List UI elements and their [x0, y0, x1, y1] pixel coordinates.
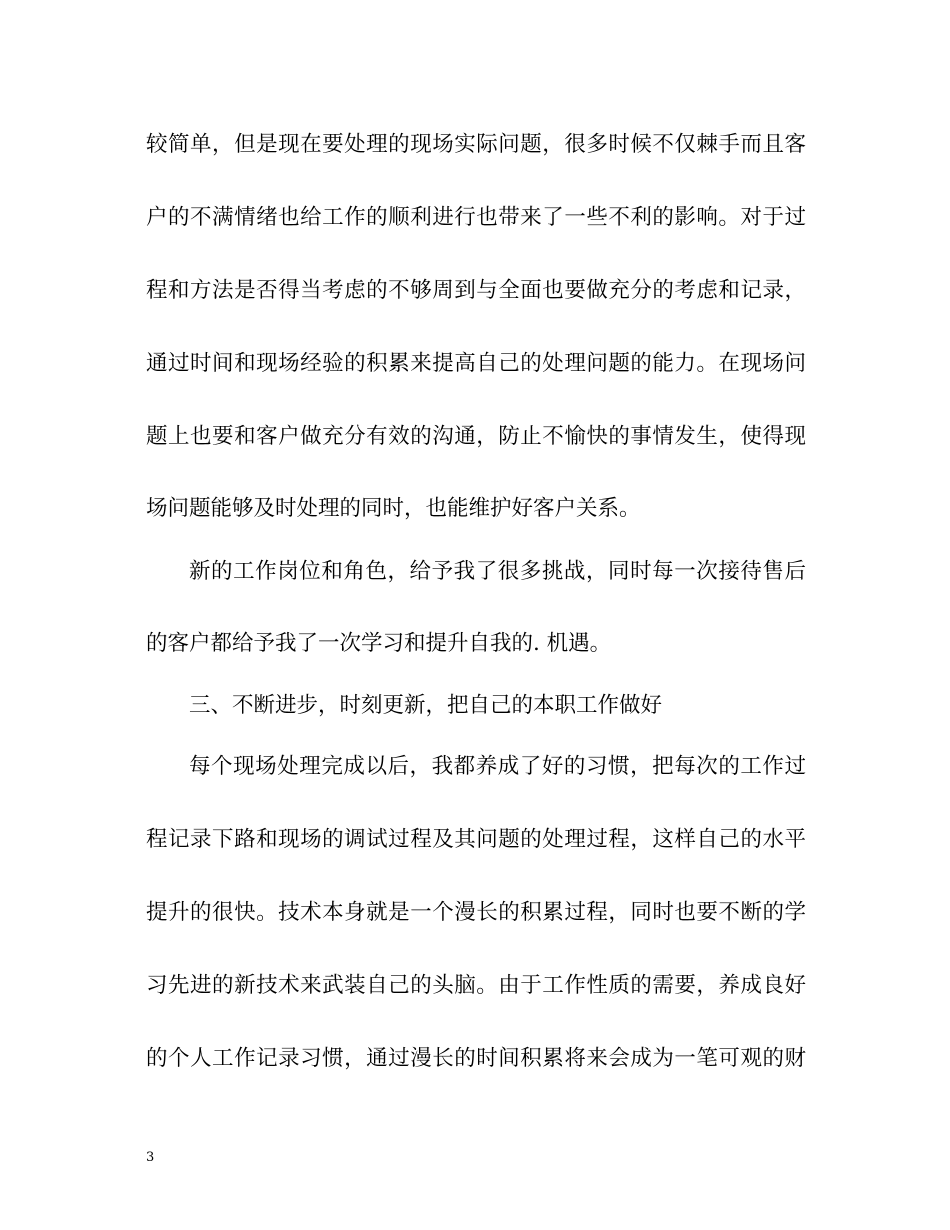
body-text-line: 程和方法是否得当考虑的不够周到与全面也要做充分的考虑和记录， — [146, 278, 806, 303]
body-text-line: 提升的很快。技术本身就是一个漫长的积累过程，同时也要不断的学 — [146, 900, 806, 925]
page-number: 3 — [146, 1150, 155, 1165]
body-text-line: 通过时间和现场经验的积累来提高自己的处理问题的能力。在现场问 — [146, 351, 806, 376]
body-text-line: 每个现场处理完成以后，我都养成了好的习惯，把每次的工作过 — [189, 754, 806, 779]
body-text-line: 新的工作岗位和角色，给予我了很多挑战，同时每一次接待售后 — [189, 559, 806, 584]
body-text-line: 程记录下路和现场的调试过程及其问题的处理过程，这样自己的水平 — [146, 827, 806, 852]
section-heading: 三、不断进步，时刻更新，把自己的本职工作做好 — [189, 693, 663, 718]
body-text-line: 的个人工作记录习惯，通过漫长的时间积累将来会成为一笔可观的财 — [146, 1046, 806, 1071]
body-text-line: 户的不满情绪也给工作的顺利进行也带来了一些不利的影响。对于过 — [146, 205, 806, 230]
body-text-line: 习先进的新技术来武装自己的头脑。由于工作性质的需要，养成良好 — [146, 973, 806, 998]
body-text-line: 题上也要和客户做充分有效的沟通，防止不愉快的事情发生，使得现 — [146, 424, 806, 449]
body-text-line: 的客户都给予我了一次学习和提升自我的. 机遇。 — [146, 631, 612, 656]
body-text-line: 场问题能够及时处理的同时，也能维护好客户关系。 — [146, 496, 641, 521]
body-text-line: 较简单，但是现在要处理的现场实际问题，很多时候不仅棘手而且客 — [146, 132, 806, 157]
